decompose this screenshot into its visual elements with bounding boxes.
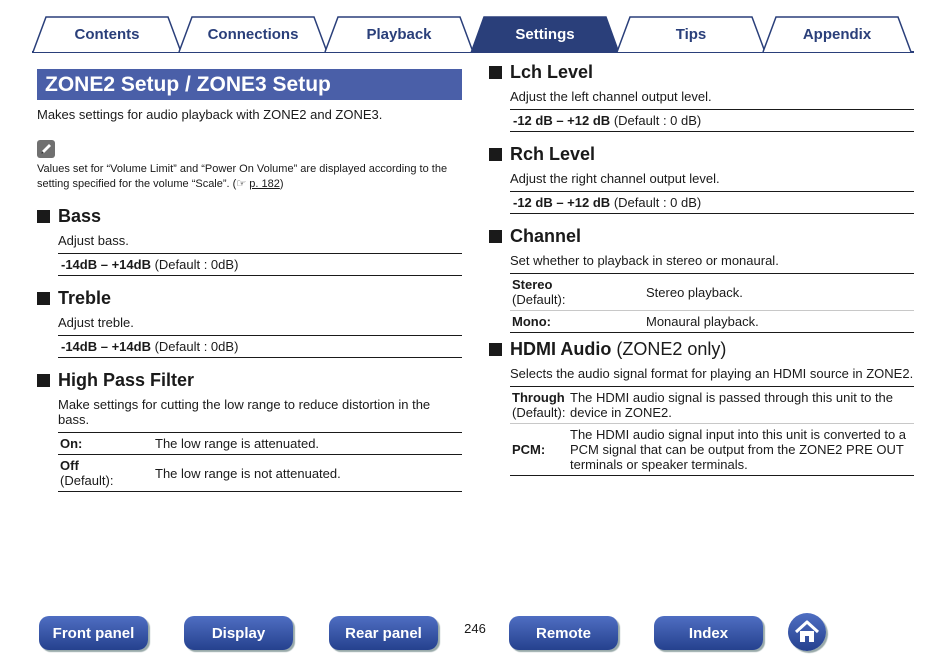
square-bullet-icon	[489, 66, 502, 79]
options-table	[510, 386, 914, 476]
pencil-icon	[37, 140, 55, 158]
section-description: Adjust bass.	[58, 233, 129, 248]
option-description: Monaural playback.	[644, 311, 914, 333]
section-heading: High Pass Filter	[37, 370, 462, 391]
tab-label: Tips	[675, 26, 707, 43]
square-bullet-icon	[489, 230, 502, 243]
treble-section	[37, 288, 462, 358]
tab-label: Connections	[207, 26, 299, 43]
front-panel-button[interactable]: Front panel	[39, 616, 148, 650]
option-description: The HDMI audio signal input into this unit is converted to a PCM signal that can be output from the ZONE2 PRE OUT terminals or speaker terminals.	[568, 424, 914, 476]
option-description: The HDMI audio signal is passed through this unit to the device in ZONE2.	[568, 387, 914, 424]
channel-section	[489, 226, 914, 333]
hdmi-audio-section	[489, 339, 914, 476]
section-heading: Lch Level	[489, 62, 914, 83]
range-box: -12 dB – +12 dB (Default : 0 dB)	[510, 109, 914, 132]
option-name: Off (Default):	[58, 455, 153, 492]
square-bullet-icon	[37, 292, 50, 305]
rear-panel-button[interactable]: Rear panel	[329, 616, 438, 650]
square-bullet-icon	[489, 343, 502, 356]
table-row	[510, 311, 914, 333]
option-description: The low range is not attenuated.	[153, 455, 462, 492]
tab-label: Contents	[74, 26, 140, 43]
section-heading: Channel	[489, 226, 914, 247]
page-number: 246	[464, 621, 486, 636]
table-row	[510, 424, 914, 476]
intro-text: Makes settings for audio playback with ZONE2 and ZONE3.	[37, 107, 383, 122]
section-heading: HDMI Audio (ZONE2 only)	[489, 339, 914, 360]
square-bullet-icon	[37, 210, 50, 223]
option-name: Stereo (Default):	[510, 274, 644, 311]
section-heading: Rch Level	[489, 144, 914, 165]
square-bullet-icon	[489, 148, 502, 161]
tab-appendix[interactable]	[762, 16, 912, 53]
right-column	[489, 62, 914, 476]
section-description: Set whether to playback in stereo or monaural.	[510, 253, 779, 268]
options-table	[58, 432, 462, 492]
option-name: PCM:	[510, 424, 568, 476]
section-description: Make settings for cutting the low range to reduce distortion in the bass.	[58, 397, 431, 427]
section-heading: Bass	[37, 206, 462, 227]
option-description: The low range is attenuated.	[153, 433, 462, 455]
home-icon[interactable]	[788, 613, 826, 651]
lch-level-section	[489, 62, 914, 132]
option-name: Mono:	[510, 311, 644, 333]
tab-label: Settings	[515, 26, 575, 43]
page-title: ZONE2 Setup / ZONE3 Setup	[37, 69, 462, 100]
section-heading: Treble	[37, 288, 462, 309]
table-row	[510, 274, 914, 311]
table-row	[510, 387, 914, 424]
display-button[interactable]: Display	[184, 616, 293, 650]
note-text: Values set for “Volume Limit” and “Power On Volume” are displayed according to the setting specified for the volume “Scale”. (☞ p. 182)	[37, 163, 448, 190]
options-table	[510, 273, 914, 333]
table-row	[58, 433, 462, 455]
section-description: Selects the audio signal format for playing an HDMI source in ZONE2.	[510, 366, 914, 381]
option-description: Stereo playback.	[644, 274, 914, 311]
section-description: Adjust the right channel output level.	[510, 171, 720, 186]
page-reference-link[interactable]: p. 182	[249, 178, 280, 190]
rch-level-section	[489, 144, 914, 214]
bass-section	[37, 206, 462, 276]
range-box: -14dB – +14dB (Default : 0dB)	[58, 253, 462, 276]
section-description: Adjust the left channel output level.	[510, 89, 712, 104]
tab-label: Playback	[366, 26, 432, 43]
remote-button[interactable]: Remote	[509, 616, 618, 650]
tab-bar	[32, 16, 914, 54]
reference-hand-icon: ☞	[236, 178, 247, 190]
tab-connections[interactable]	[178, 16, 328, 53]
option-name: On:	[58, 433, 153, 455]
option-name: Through (Default):	[510, 387, 568, 424]
square-bullet-icon	[37, 374, 50, 387]
table-row	[58, 455, 462, 492]
left-column	[37, 62, 462, 492]
tab-playback[interactable]	[324, 16, 474, 53]
high-pass-filter-section	[37, 370, 462, 492]
tab-settings[interactable]	[470, 16, 620, 53]
tab-tips[interactable]	[616, 16, 766, 53]
range-box: -12 dB – +12 dB (Default : 0 dB)	[510, 191, 914, 214]
tab-label: Appendix	[802, 26, 872, 43]
index-button[interactable]: Index	[654, 616, 763, 650]
range-box: -14dB – +14dB (Default : 0dB)	[58, 335, 462, 358]
tab-contents[interactable]	[32, 16, 182, 53]
section-description: Adjust treble.	[58, 315, 134, 330]
